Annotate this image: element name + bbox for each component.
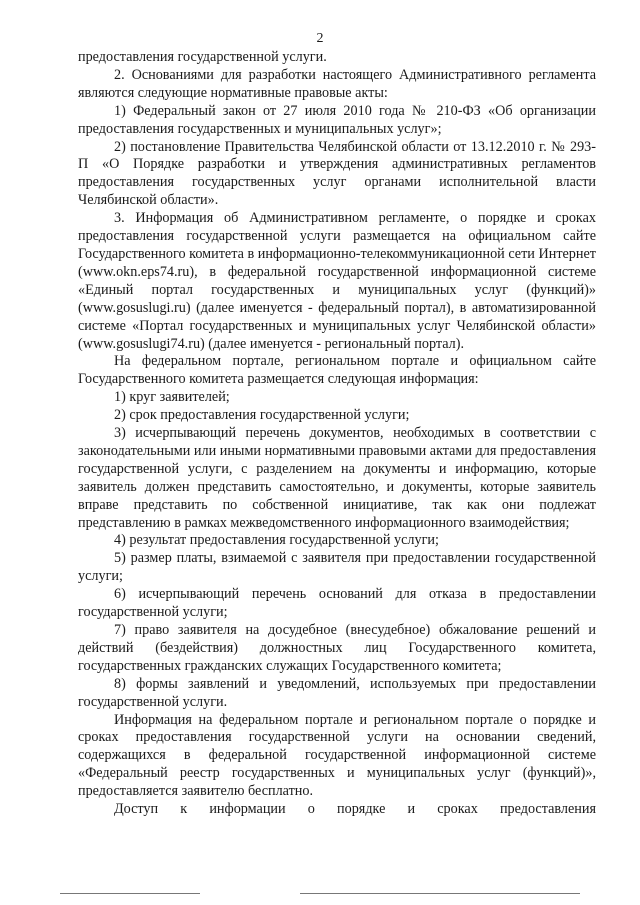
page-number: 2 — [316, 31, 324, 46]
paragraph-access: Доступ к информации о порядке и сроках предоставления — [114, 801, 596, 818]
paragraph-published-info: На федеральном портале, региональном портале и официальном сайте Государственного комитета размещается следующая информация: — [78, 353, 596, 388]
footer-divider — [60, 893, 200, 894]
footer-divider — [300, 893, 580, 894]
paragraph-legal-basis: 2. Основаниями для разработки настоящего Административного регламента являются следующие нормативные правовые акты: — [78, 66, 596, 101]
list-item-appeal-right: 7) право заявителя на досудебное (внесудебное) обжалование решений и действий (бездействия) должностных лиц Государственного комитета, государственных гражданских служащих Государственного комитета; — [78, 622, 596, 674]
paragraph-regional-decree: 2) постановление Правительства Челябинской области от 13.12.2010 г. № 293-П «О Порядке разработки и утверждения административных регламентов предоставления государственных услуг органами исполнительной власти Челябинской области». — [78, 138, 596, 209]
document-body — [78, 49, 596, 819]
list-item-refusal-grounds: 6) исчерпывающий перечень оснований для отказа в предоставлении государственной услуги; — [78, 586, 596, 621]
list-item-applicants: 1) круг заявителей; — [114, 389, 230, 406]
paragraph-information-placement: 3. Информация об Административном регламенте, о порядке и сроках предоставления государственной услуги размещается на официальном сайте Государственного комитета в информационно-телекоммуникационной сети Интернет (www.okn.eps74.ru), в федеральной государственной информационной системе «Единый портал государственных и муниципальных услуг (функций)» (www.gosuslugi.ru) (далее именуется - федеральный портал), в автоматизированной системе «Портал государственных и муниципальных услуг Челябинской области» (www.gosuslugi74.ru) (далее именуется - региональный портал). — [78, 210, 596, 352]
list-item-forms: 8) формы заявлений и уведомлений, используемых при предоставлении государственной услуги. — [78, 675, 596, 710]
list-item-service-term: 2) срок предоставления государственной услуги; — [114, 407, 410, 424]
paragraph-free-information: Информация на федеральном портале и региональном портале о порядке и сроках предоставления государственной услуги на основании сведений, содержащихся в федеральной государственной информационной системе «Федеральный реестр государственных и муниципальных услуг (функций)», предоставляется заявителю бесплатно. — [78, 711, 596, 800]
list-item-result: 4) результат предоставления государственной услуги; — [114, 532, 439, 549]
paragraph-federal-law: 1) Федеральный закон от 27 июля 2010 года № 210-ФЗ «Об организации предоставления государственных и муниципальных услуг»; — [78, 102, 596, 137]
paragraph-continuation: предоставления государственной услуги. — [78, 49, 327, 65]
list-item-documents: 3) исчерпывающий перечень документов, необходимых в соответствии с законодательными или иными нормативными правовыми актами для предоставления государственной услуги, с разделением на документы и информацию, которые заявитель должен представить самостоятельно, и документы, которые заявитель вправе представить по собственной инициативе, так как они подлежат представлению в рамках межведомственного информационного взаимодействия; — [78, 425, 596, 531]
list-item-fee: 5) размер платы, взимаемой с заявителя при предоставлении государственной услуги; — [78, 550, 596, 585]
